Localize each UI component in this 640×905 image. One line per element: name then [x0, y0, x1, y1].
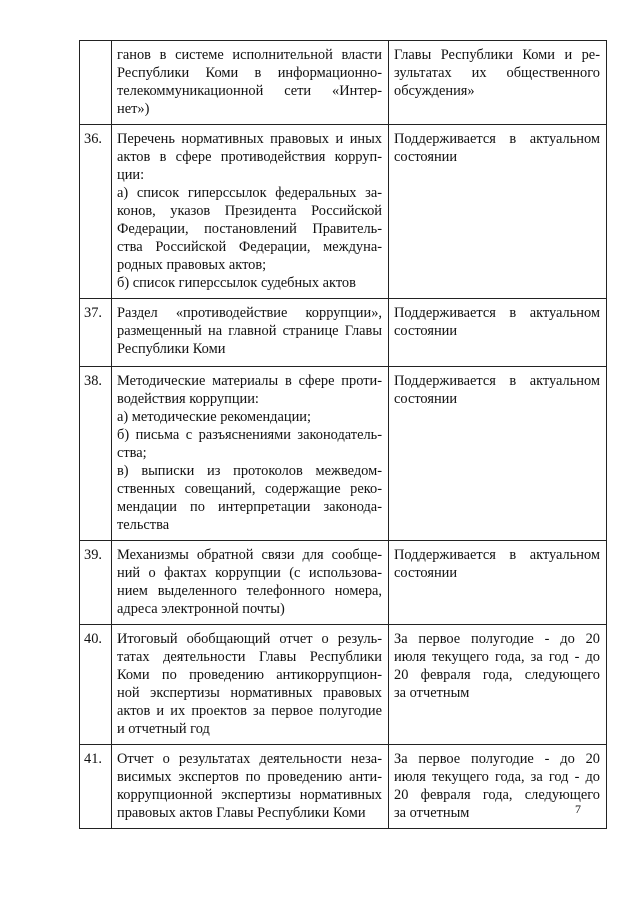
text-line: ной экспертизы нормативных правовых	[117, 685, 382, 701]
document-table	[79, 40, 607, 829]
table-row	[80, 367, 607, 541]
text-line: Методические материалы в сфере проти-	[117, 373, 382, 389]
text-line: за отчетным	[394, 685, 470, 701]
row-number: 41.	[80, 745, 112, 829]
text-line: за отчетным	[394, 805, 470, 821]
table-row	[80, 125, 607, 299]
text-line: б) письма с разъяснениями законодатель-	[117, 427, 382, 443]
text-line: актов в сфере противодействия корруп-	[117, 149, 382, 165]
table-row	[80, 541, 607, 625]
text-line: и отчетный год	[117, 721, 210, 737]
item-status	[389, 541, 607, 625]
text-line: ства Российской Федерации, междуна-	[117, 239, 382, 255]
text-line: нет»)	[117, 101, 150, 117]
item-description	[112, 367, 389, 541]
text-line: конов, указов Президента Российской	[117, 203, 382, 219]
text-line: коррупционной экспертизы нормативных	[117, 787, 382, 803]
text-line: мендации по интерпретации законода-	[117, 499, 382, 515]
text-line: За первое полугодие - до 20	[394, 631, 600, 647]
text-line: б) список гиперссылок судебных актов	[117, 275, 356, 291]
text-line: Поддерживается в актуальном	[394, 305, 600, 321]
text-line: телекоммуникационной сети «Интер-	[117, 83, 382, 99]
text-line: актов и их проектов за первое полугодие	[117, 703, 382, 719]
text-line: ства;	[117, 445, 147, 461]
text-line: Отчет о результатах деятельности неза-	[117, 751, 382, 767]
text-line: размещенный на главной странице Главы	[117, 323, 382, 339]
item-description	[112, 541, 389, 625]
text-line: ции:	[117, 167, 145, 183]
item-status	[389, 41, 607, 125]
table-row	[80, 625, 607, 745]
text-line: висимых экспертов по проведению анти-	[117, 769, 382, 785]
text-line: 20 февраля года, следующего	[394, 787, 600, 803]
text-line: а) список гиперссылок федеральных за-	[117, 185, 382, 201]
row-number: 40.	[80, 625, 112, 745]
row-number: 36.	[80, 125, 112, 299]
text-line: водействия коррупции:	[117, 391, 259, 407]
text-line: родных правовых актов;	[117, 257, 267, 273]
text-line: июля текущего года, за год - до	[394, 649, 600, 665]
text-line: июля текущего года, за год - до	[394, 769, 600, 785]
text-line: Республики Коми в информационно-	[117, 65, 382, 81]
text-line: в) выписки из протоколов межведом-	[117, 463, 382, 479]
text-line: а) методические рекомендации;	[117, 409, 311, 425]
text-line: Коми по проведению антикоррупцион-	[117, 667, 382, 683]
text-line: ганов в системе исполнительной власти	[117, 47, 382, 63]
text-line: тельства	[117, 517, 170, 533]
item-description	[112, 745, 389, 829]
item-description	[112, 299, 389, 367]
text-line: ний о фактах коррупции (с использова-	[117, 565, 382, 581]
item-status	[389, 745, 607, 829]
item-status	[389, 625, 607, 745]
row-number: 39.	[80, 541, 112, 625]
text-line: Раздел «противодействие коррупции»,	[117, 305, 382, 321]
text-line: Главы Республики Коми и ре-	[394, 47, 600, 63]
text-line: Поддерживается в актуальном	[394, 131, 600, 147]
row-number: 37.	[80, 299, 112, 367]
item-description	[112, 125, 389, 299]
table-row	[80, 41, 607, 125]
text-line: адреса электронной почты)	[117, 601, 285, 617]
text-line: татах деятельности Главы Республики	[117, 649, 382, 665]
text-line: За первое полугодие - до 20	[394, 751, 600, 767]
text-line: состоянии	[394, 323, 458, 339]
table-body	[80, 41, 607, 829]
text-line: 20 февраля года, следующего	[394, 667, 600, 683]
item-description	[112, 41, 389, 125]
item-description	[112, 625, 389, 745]
text-line: нием выделенного телефонного номера,	[117, 583, 382, 599]
item-status	[389, 299, 607, 367]
text-line: Поддерживается в актуальном	[394, 373, 600, 389]
text-line: Перечень нормативных правовых и иных	[117, 131, 382, 147]
text-line: состоянии	[394, 391, 458, 407]
text-line: состоянии	[394, 149, 458, 165]
text-line: Федерации, постановлений Правитель-	[117, 221, 382, 237]
item-status	[389, 125, 607, 299]
text-line: состоянии	[394, 565, 458, 581]
page-number: 7	[575, 802, 581, 816]
text-line: обсуждения»	[394, 83, 475, 99]
row-number: 38.	[80, 367, 112, 541]
text-line: зультатах их общественного	[394, 65, 600, 81]
text-line: Механизмы обратной связи для сообще-	[117, 547, 382, 563]
table-row	[80, 299, 607, 367]
item-status	[389, 367, 607, 541]
text-line: Республики Коми	[117, 341, 226, 357]
text-line: ственных совещаний, содержащие реко-	[117, 481, 382, 497]
table-row	[80, 745, 607, 829]
text-line: Итоговый обобщающий отчет о резуль-	[117, 631, 382, 647]
row-number	[80, 41, 112, 125]
text-line: Поддерживается в актуальном	[394, 547, 600, 563]
text-line: правовых актов Главы Республики Коми	[117, 805, 366, 821]
